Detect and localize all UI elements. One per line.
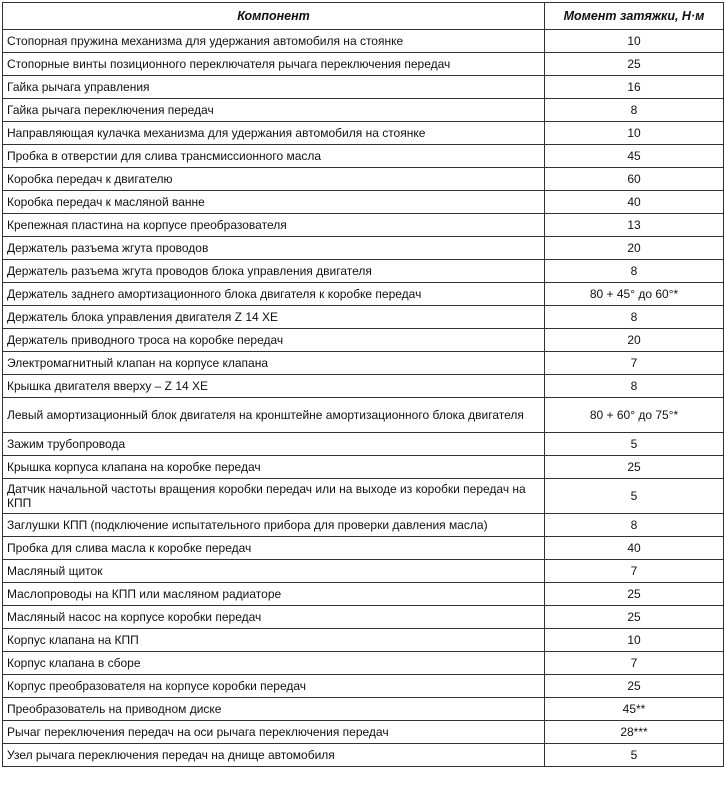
table-row (3, 375, 724, 398)
torque-value-cell: 45 (545, 145, 724, 168)
table-row (3, 560, 724, 583)
table-row (3, 352, 724, 375)
table-row (3, 145, 724, 168)
torque-value-cell: 7 (545, 352, 724, 375)
component-cell: Держатель приводного троса на коробке передач (3, 329, 545, 352)
torque-value-cell: 25 (545, 583, 724, 606)
component-cell: Рычаг переключения передач на оси рычага переключения передач (3, 721, 545, 744)
component-cell: Крышка корпуса клапана на коробке передач (3, 456, 545, 479)
table-row (3, 168, 724, 191)
component-cell: Гайка рычага управления (3, 76, 545, 99)
torque-value-cell: 16 (545, 76, 724, 99)
table-row (3, 283, 724, 306)
component-cell: Маслопроводы на КПП или масляном радиаторе (3, 583, 545, 606)
torque-value-cell: 40 (545, 537, 724, 560)
torque-value-cell: 20 (545, 329, 724, 352)
torque-value-cell: 25 (545, 675, 724, 698)
torque-value-cell: 25 (545, 53, 724, 76)
component-cell: Держатель заднего амортизационного блока двигателя к коробке передач (3, 283, 545, 306)
torque-value-cell: 7 (545, 560, 724, 583)
table-row (3, 721, 724, 744)
torque-value-cell: 5 (545, 744, 724, 767)
component-cell: Пробка для слива масла к коробке передач (3, 537, 545, 560)
table-row (3, 398, 724, 433)
torque-value-cell: 8 (545, 514, 724, 537)
component-cell: Держатель разъема жгута проводов (3, 237, 545, 260)
torque-table (2, 2, 724, 767)
table-row (3, 514, 724, 537)
table-row (3, 214, 724, 237)
table-row (3, 479, 724, 514)
table-row (3, 306, 724, 329)
torque-value-cell: 7 (545, 652, 724, 675)
table-row (3, 329, 724, 352)
component-cell: Левый амортизационный блок двигателя на кронштейне амортизационного блока двигателя (3, 398, 545, 433)
component-cell: Коробка передач к двигателю (3, 168, 545, 191)
header-component: Компонент (3, 3, 545, 30)
torque-value-cell: 10 (545, 122, 724, 145)
torque-value-cell: 25 (545, 606, 724, 629)
table-row (3, 744, 724, 767)
torque-value-cell: 25 (545, 456, 724, 479)
torque-value-cell: 13 (545, 214, 724, 237)
torque-value-cell: 8 (545, 99, 724, 122)
torque-value-cell: 10 (545, 30, 724, 53)
table-row (3, 583, 724, 606)
header-torque: Момент затяжки, Н·м (545, 3, 724, 30)
table-row (3, 629, 724, 652)
component-cell: Стопорные винты позиционного переключателя рычага переключения передач (3, 53, 545, 76)
torque-value-cell: 10 (545, 629, 724, 652)
component-cell: Держатель блока управления двигателя Z 14 XE (3, 306, 545, 329)
component-cell: Коробка передач к масляной ванне (3, 191, 545, 214)
table-row (3, 122, 724, 145)
torque-value-cell: 5 (545, 433, 724, 456)
component-cell: Преобразователь на приводном диске (3, 698, 545, 721)
table-row (3, 99, 724, 122)
component-cell: Крепежная пластина на корпусе преобразователя (3, 214, 545, 237)
component-cell: Масляный щиток (3, 560, 545, 583)
component-cell: Стопорная пружина механизма для удержания автомобиля на стоянке (3, 30, 545, 53)
table-row (3, 237, 724, 260)
component-cell: Пробка в отверстии для слива трансмиссионного масла (3, 145, 545, 168)
table-row (3, 537, 724, 560)
table-row (3, 652, 724, 675)
table-row (3, 76, 724, 99)
torque-value-cell: 45** (545, 698, 724, 721)
torque-value-cell: 8 (545, 260, 724, 283)
torque-value-cell: 60 (545, 168, 724, 191)
component-cell: Масляный насос на корпусе коробки передач (3, 606, 545, 629)
component-cell: Держатель разъема жгута проводов блока управления двигателя (3, 260, 545, 283)
table-row (3, 698, 724, 721)
component-cell: Направляющая кулачка механизма для удержания автомобиля на стоянке (3, 122, 545, 145)
table-row (3, 456, 724, 479)
torque-value-cell: 80 + 60° до 75°* (545, 398, 724, 433)
table-row (3, 30, 724, 53)
component-cell: Зажим трубопровода (3, 433, 545, 456)
component-cell: Крышка двигателя вверху – Z 14 XE (3, 375, 545, 398)
component-cell: Корпус клапана в сборе (3, 652, 545, 675)
table-row (3, 675, 724, 698)
component-cell: Электромагнитный клапан на корпусе клапана (3, 352, 545, 375)
component-cell: Узел рычага переключения передач на днище автомобиля (3, 744, 545, 767)
component-cell: Корпус преобразователя на корпусе коробки передач (3, 675, 545, 698)
torque-value-cell: 40 (545, 191, 724, 214)
torque-value-cell: 5 (545, 479, 724, 514)
torque-value-cell: 20 (545, 237, 724, 260)
table-row (3, 606, 724, 629)
table-header-row (3, 3, 724, 30)
component-cell: Заглушки КПП (подключение испытательного прибора для проверки давления масла) (3, 514, 545, 537)
component-cell: Гайка рычага переключения передач (3, 99, 545, 122)
torque-value-cell: 8 (545, 306, 724, 329)
table-row (3, 53, 724, 76)
table-row (3, 433, 724, 456)
component-cell: Датчик начальной частоты вращения коробки передач или на выходе из коробки передач на КПП (3, 479, 545, 514)
torque-value-cell: 80 + 45° до 60°* (545, 283, 724, 306)
component-cell: Корпус клапана на КПП (3, 629, 545, 652)
table-row (3, 260, 724, 283)
torque-value-cell: 8 (545, 375, 724, 398)
table-row (3, 191, 724, 214)
torque-value-cell: 28*** (545, 721, 724, 744)
